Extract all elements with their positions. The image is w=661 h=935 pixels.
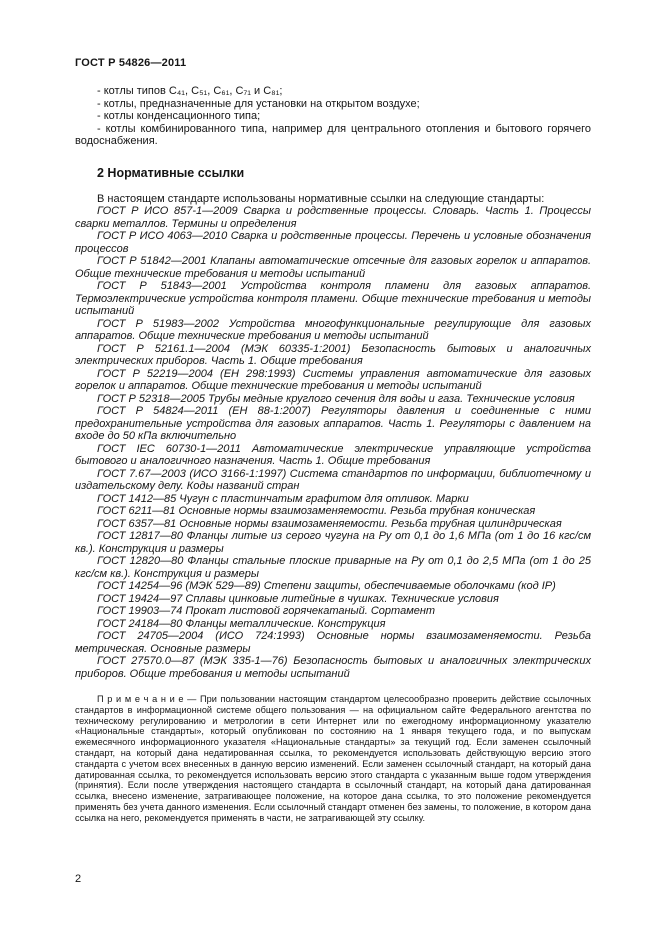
reference-item: ГОСТ Р 52219—2004 (ЕН 298:1993) Системы управления автоматические для газовых горелок и аппаратов. Общие технические требования и методы испытаний: [75, 367, 591, 392]
reference-item: ГОСТ Р ИСО 4063—2010 Сварка и родственные процессы. Перечень и условные обозначения процессов: [75, 230, 591, 255]
body-text: [75, 85, 591, 824]
note-paragraph: П р и м е ч а н и е — При пользовании настоящим стандартом целесообразно проверить действие ссылочных стандартов в информационной системе общего пользования — на официальном сайте Федерального агентства по техническому регулированию и метрологии в сети Интернет или по ежегодному информационному указателю «Национальные стандарты», который опубликован по состоянию на 1 января текущего года, и по выпускам ежемесячного информационного указателя «Национальные стандарты» за текущий год. Если заменен ссылочный стандарт, на который дана недатированная ссылка, то рекомендуется использовать действующую версию этого стандарта с учетом всех внесенных в данную версию изменений. Если заменен ссылочный стандарт, на который дана датированная ссылка, то рекомендуется использовать версию этого стандарта с указанным выше годом утверждения (принятия). Если после утверждения настоящего стандарта в ссылочный стандарт, на который дана датированная ссылка, внесено изменение, затрагивающее положение, на которое дана ссылка, то это положение рекомендуется применять без учета данного изменения. Если ссылочный стандарт отменен без замены, то положение, в котором дана ссылка на него, рекомендуется применять в части, не затрагивающей эту ссылку.: [75, 694, 591, 823]
reference-item: ГОСТ Р ИСО 857-1—2009 Сварка и родственные процессы. Словарь. Часть 1. Процессы сварки металлов. Термины и определения: [75, 205, 591, 230]
reference-item: ГОСТ Р 52318—2005 Трубы медные круглого сечения для воды и газа. Технические условия: [97, 392, 575, 405]
reference-item: ГОСТ Р 51843—2001 Устройства контроля пламени для газовых аппаратов. Термоэлектрические устройства контроля пламени. Общие технические требования и методы испытаний: [75, 280, 591, 317]
reference-item: ГОСТ 12817—80 Фланцы литые из серого чугуна на Ру от 0,1 до 1,6 МПа (от 1 до 16 кгс/см кв.). Конструкция и размеры: [75, 530, 591, 555]
list-item: - котлы комбинированного типа, например для центрального отопления и бытового горячего водоснабжения.: [75, 122, 591, 147]
reference-item: ГОСТ 6357—81 Основные нормы взаимозаменяемости. Резьба трубная цилиндрическая: [97, 517, 562, 530]
reference-item: ГОСТ Р 51983—2002 Устройства многофункциональные регулирующие для газовых аппаратов. Общие технические требования и методы испытаний: [75, 317, 591, 342]
references-list: [75, 205, 591, 680]
list-item: - котлы конденсационного типа;: [97, 110, 261, 122]
page-number: 2: [75, 873, 82, 885]
reference-item: ГОСТ Р 54824—2011 (ЕН 88-1:2007) Регуляторы давления и соединенные с ними предохранительные устройства для газовых аппаратов. Часть 1. Регуляторы с давлением на входе до 50 кПа включительно: [75, 405, 591, 442]
reference-item: ГОСТ IEC 60730-1—2011 Автоматические электрические управляющие устройства бытового и аналогичного назначения. Часть 1. Общие требования: [75, 442, 591, 467]
reference-item: ГОСТ Р 52161.1—2004 (МЭК 60335-1:2001) Безопасность бытовых и аналогичных электрических приборов. Часть 1. Общие требования: [75, 342, 591, 367]
reference-item: ГОСТ Р 51842—2001 Клапаны автоматические отсечные для газовых горелок и аппаратов. Общие технические требования и методы испытаний: [75, 255, 591, 280]
section-heading: 2 Нормативные ссылки: [97, 165, 245, 180]
reference-item: ГОСТ 24705—2004 (ИСО 724:1993) Основные нормы взаимозаменяемости. Резьба метрическая. Основные размеры: [75, 630, 591, 655]
document-header: ГОСТ Р 54826—2011: [75, 57, 187, 69]
section-lead: В настоящем стандарте использованы нормативные ссылки на следующие стандарты:: [97, 192, 545, 205]
reference-item: ГОСТ 19903—74 Прокат листовой горячекатаный. Сортамент: [97, 605, 436, 617]
reference-item: ГОСТ 7.67—2003 (ИСО 3166-1:1997) Система стандартов по информации, библиотечному и издательскому делу. Коды названий стран: [75, 467, 591, 492]
reference-item: ГОСТ 1412—85 Чугун с пластинчатым графитом для отливок. Марки: [97, 492, 469, 505]
reference-item: ГОСТ 14254—96 (МЭК 529—89) Степени защиты, обеспечиваемые оболочками (код IP): [97, 580, 556, 592]
reference-item: ГОСТ 19424—97 Сплавы цинковые литейные в чушках. Технические условия: [97, 592, 499, 605]
list-item: - котлы, предназначенные для установки на открытом воздухе;: [97, 97, 420, 110]
reference-item: ГОСТ 24184—80 Фланцы металлические. Конструкция: [97, 617, 386, 630]
reference-item: ГОСТ 6211—81 Основные нормы взаимозаменяемости. Резьба трубная коническая: [97, 505, 536, 517]
reference-item: ГОСТ 12820—80 Фланцы стальные плоские приварные на Ру от 0,1 до 2,5 МПа (от 1 до 25 кгс/см кв.). Конструкция и размеры: [75, 555, 591, 580]
list-item: - котлы типов C₄₁, C₅₁, C₆₁, C₇₁ и C₈₁;: [97, 85, 283, 97]
reference-item: ГОСТ 27570.0—87 (МЭК 335-1—76) Безопасность бытовых и аналогичных электрических приборов. Общие требования и методы испытаний: [75, 655, 591, 680]
